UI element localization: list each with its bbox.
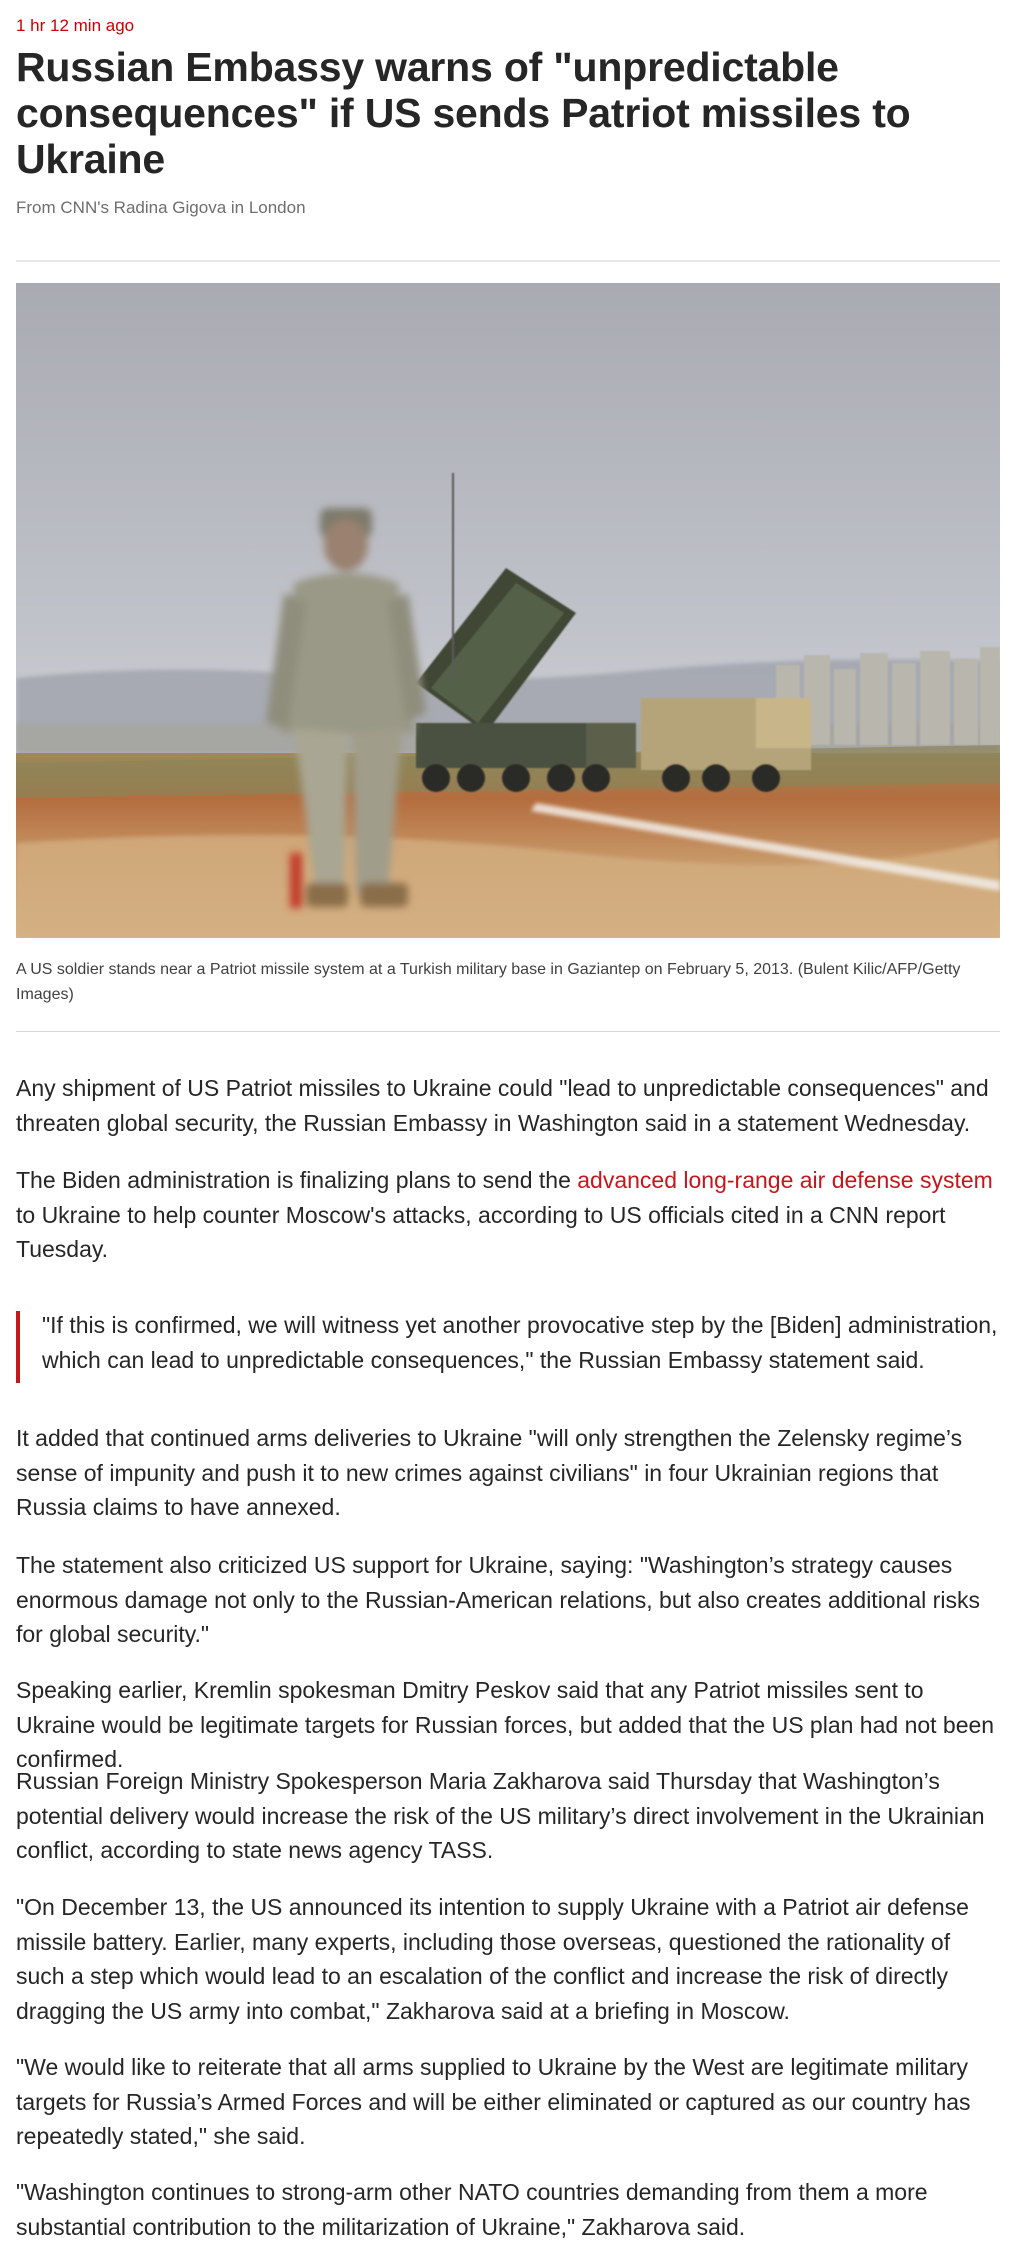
divider	[16, 1031, 1000, 1032]
paragraph-text: The Biden administration is finalizing plans to send the	[16, 1167, 578, 1193]
air-defense-link[interactable]: advanced long-range air defense system	[577, 1167, 993, 1193]
headline: Russian Embassy warns of "unpredictable consequences" if US sends Patriot missiles to Ukraine	[16, 44, 911, 182]
paragraph: "On December 13, the US announced its intention to supply Ukraine with a Patriot air defense missile battery. Earlier, many experts, including those overseas, questioned the rationality of such a step which would lead to an escalation of the conflict and increase the risk of directly dragging the US army into combat," Zakharova said at a briefing in Moscow.	[16, 1894, 969, 2024]
photo-caption: A US soldier stands near a Patriot missile system at a Turkish military base in Gaziantep on February 5, 2013. (Bulent Kilic/AFP/Getty Images)	[16, 961, 961, 1003]
paragraph: Russian Foreign Ministry Spokesperson Maria Zakharova said Thursday that Washington’s potential delivery would increase the risk of the US military’s direct involvement in the Ukrainian conflict, according to state news agency TASS.	[16, 1768, 985, 1863]
blockquote	[16, 1311, 1004, 1383]
quote-text: "If this is confirmed, we will witness yet another provocative step by the [Biden] administration, which can lead to unpredictable consequences," the Russian Embassy statement said.	[42, 1312, 998, 1373]
paragraph: Any shipment of US Patriot missiles to Ukraine could "lead to unpredictable consequences" and threaten global security, the Russian Embassy in Washington said in a statement Wednesday.	[16, 1075, 989, 1136]
timestamp: 1 hr 12 min ago	[16, 16, 135, 35]
divider	[16, 260, 1000, 262]
paragraph: The statement also criticized US support for Ukraine, saying: "Washington’s strategy causes enormous damage not only to the Russian-American relations, but also creates additional risks for global security."	[16, 1552, 980, 1647]
paragraph: "Washington continues to strong-arm other NATO countries demanding from them a more substantial contribution to the militarization of Ukraine," Zakharova said.	[16, 2179, 928, 2240]
paragraph-text: to Ukraine to help counter Moscow's attacks, according to US officials cited in a CNN report Tuesday.	[16, 1201, 946, 1262]
article-photo[interactable]	[16, 283, 1000, 938]
paragraph: It added that continued arms deliveries to Ukraine "will only strengthen the Zelensky regime’s sense of impunity and push it to new crimes against civilians" in four Ukrainian regions that Russia claims to have annexed.	[16, 1425, 963, 1520]
byline: From CNN's Radina Gigova in London	[16, 198, 306, 217]
paragraph: Speaking earlier, Kremlin spokesman Dmitry Peskov said that any Patriot missiles sent to Ukraine would be legitimate targets for Russian forces, but added that the US plan had not been confirmed.	[16, 1677, 995, 1772]
paragraph: "We would like to reiterate that all arms supplied to Ukraine by the West are legitimate military targets for Russia’s Armed Forces and will be either eliminated or captured as our country has repeatedly stated," she said.	[16, 2054, 971, 2149]
paragraph	[16, 1163, 1000, 1267]
